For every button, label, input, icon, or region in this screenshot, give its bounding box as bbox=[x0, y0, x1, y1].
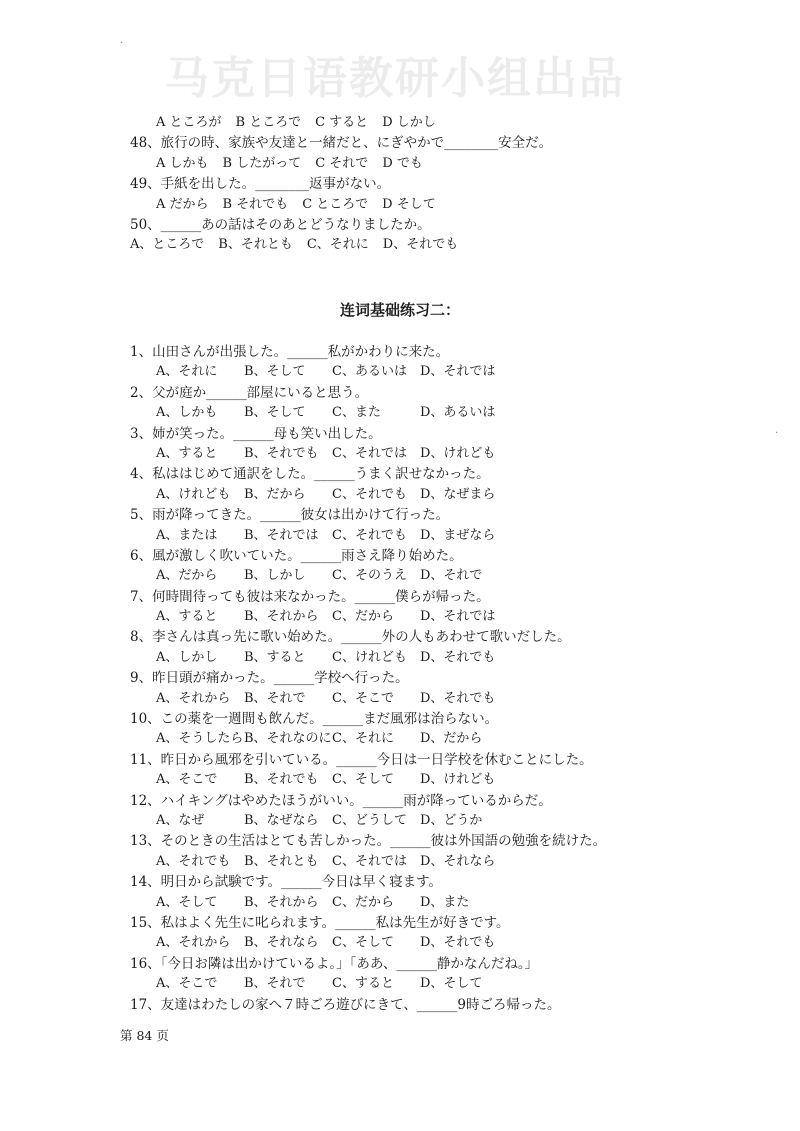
answer-option: B、そして bbox=[244, 405, 306, 421]
question-text: 15、私はよく先生に叱られます。______私は先生が好きです。 bbox=[130, 914, 510, 931]
answer-option: A、しかも bbox=[156, 405, 218, 421]
question-text: 3、姉が笑った。______母も笑い出した。 bbox=[130, 425, 382, 442]
answer-option: C、どうして bbox=[332, 812, 407, 828]
answer-option: D でも bbox=[382, 155, 423, 171]
answer-option: C すると bbox=[315, 115, 369, 130]
answer-options bbox=[130, 893, 770, 913]
answer-options bbox=[130, 974, 770, 994]
answer-option: B、それなのに bbox=[244, 731, 332, 747]
question-text: 13、そのときの生活はとても苦しかった。______彼は外国語の勉強を続けた。 bbox=[130, 833, 607, 850]
answer-option: C、あるいは bbox=[332, 364, 407, 380]
exercise-list bbox=[130, 342, 770, 1015]
question-text: 2、父が庭か______部屋にいると思う。 bbox=[130, 384, 369, 401]
answer-option: C、それでも bbox=[332, 527, 407, 543]
answer-option: D、あるいは bbox=[420, 405, 496, 421]
answer-option: B、すると bbox=[244, 649, 306, 665]
answer-option: C、それでは bbox=[332, 853, 407, 869]
answer-option: A、けれども bbox=[156, 486, 231, 502]
answer-option: A、すると bbox=[156, 609, 218, 625]
answer-option: C、それでも bbox=[332, 486, 407, 502]
page-number: 第 84 页 bbox=[120, 1028, 169, 1043]
answer-option: B、それで bbox=[244, 690, 306, 706]
answer-option: C、だから bbox=[332, 609, 394, 625]
answer-option: D、それでも bbox=[420, 935, 496, 951]
answer-option: C、それに bbox=[332, 731, 394, 747]
question-text: 10、この薬を一週間も飲んだ。______まだ風邪は治らない。 bbox=[130, 711, 499, 728]
answer-option: B、そして bbox=[244, 364, 306, 380]
answer-option: D、また bbox=[420, 894, 470, 910]
answer-option: B、それなら bbox=[244, 935, 319, 951]
answer-option: B、それでも bbox=[244, 445, 319, 461]
answer-options bbox=[130, 113, 770, 133]
answer-option: A、それから bbox=[156, 935, 231, 951]
answer-option: C、それに bbox=[306, 237, 369, 253]
answer-option: B、それとも bbox=[244, 853, 319, 869]
answer-option: C、そこで bbox=[332, 690, 394, 706]
question-text: 12、ハイキングはやめたほうがいい。______雨が降っているからだ。 bbox=[130, 792, 552, 809]
answer-option: B それでも bbox=[222, 196, 289, 212]
answer-option: C ところで bbox=[302, 196, 369, 212]
section-title: 连词基础练习二： bbox=[339, 301, 460, 319]
question-text: 8、李さんは真っ先に歌い始めた。______外の人もあわせて歌いだした。 bbox=[130, 629, 571, 646]
question-text: 16、「今日お隣は出かけているよ。」「ああ、______静かなんだね。」 bbox=[130, 955, 539, 972]
previous-exercises bbox=[130, 113, 770, 256]
answer-option: A ところが bbox=[156, 115, 222, 130]
answer-option: A しかも bbox=[156, 155, 209, 171]
answer-option: C、それでは bbox=[332, 445, 407, 461]
answer-option: C それで bbox=[315, 155, 369, 171]
answer-option: B ところで bbox=[235, 115, 302, 130]
answer-option: A、そうしたら bbox=[156, 731, 244, 747]
answer-option: C、そして bbox=[332, 935, 394, 951]
answer-option: C、そして bbox=[332, 772, 394, 788]
answer-option: C、そのうえ bbox=[332, 568, 407, 584]
answer-options bbox=[130, 235, 770, 255]
answer-option: A、それに bbox=[156, 364, 218, 380]
answer-option: A、ところで bbox=[130, 237, 205, 253]
answer-option: D、けれども bbox=[420, 772, 496, 788]
answer-option: C、すると bbox=[332, 976, 394, 992]
answer-options bbox=[130, 526, 770, 546]
answer-option: B、だから bbox=[244, 486, 306, 502]
answer-option: C、けれども bbox=[332, 649, 407, 665]
answer-option: A、だから bbox=[156, 568, 218, 584]
question-text: 49、手紙を出した。________返事がない。 bbox=[130, 176, 391, 193]
answer-option: B、それでも bbox=[244, 772, 319, 788]
answer-option: B、それから bbox=[244, 894, 319, 910]
answer-option: D、それでも bbox=[420, 649, 496, 665]
answer-option: D、そして bbox=[420, 976, 483, 992]
answer-options bbox=[130, 689, 770, 709]
answer-option: B したがって bbox=[222, 155, 302, 171]
question-text: 17、友達はわたしの家へ７時ごろ遊びにきて、______9時ごろ帰った。 bbox=[130, 996, 561, 1013]
answer-option: D、それでも bbox=[382, 237, 459, 253]
answer-option: A、それから bbox=[156, 690, 231, 706]
question-text: 14、明日から試験です。______今日は早く寝ます。 bbox=[130, 874, 443, 891]
answer-option: A、そこで bbox=[156, 976, 218, 992]
answer-options bbox=[130, 770, 770, 790]
answer-option: D、それでは bbox=[420, 364, 496, 380]
answer-options bbox=[130, 852, 770, 872]
answer-options bbox=[130, 566, 770, 586]
answer-option: B、それとも bbox=[218, 237, 293, 253]
answer-options bbox=[130, 933, 770, 953]
answer-option: A、それでも bbox=[156, 853, 231, 869]
question-text: 7、何時間待っても彼は来なかった。______僕らが帰った。 bbox=[130, 588, 490, 605]
answer-option: B、しかし bbox=[244, 568, 306, 584]
answer-option: B、それでは bbox=[244, 527, 319, 543]
question-text: 50、______あの話はそのあとどうなりましたか。 bbox=[130, 216, 431, 233]
answer-option: D、なぜまら bbox=[420, 486, 496, 502]
scan-mark: · bbox=[120, 38, 124, 49]
answer-option: A だから bbox=[156, 196, 209, 212]
answer-option: A、または bbox=[156, 527, 218, 543]
answer-options bbox=[130, 485, 770, 505]
question-text: 9、昨日頭が痛かった。______学校へ行った。 bbox=[130, 670, 409, 687]
answer-option: C、また bbox=[332, 405, 381, 421]
answer-option: D、だから bbox=[420, 731, 483, 747]
answer-option: B、なぜなら bbox=[244, 812, 319, 828]
answer-option: A、すると bbox=[156, 445, 218, 461]
question-text: 6、風が激しく吹いていた。______雨さえ降り始めた。 bbox=[130, 547, 463, 564]
answer-option: D、どうか bbox=[420, 812, 483, 828]
answer-options bbox=[130, 362, 770, 382]
answer-option: A、しかし bbox=[156, 649, 218, 665]
answer-option: A、そこで bbox=[156, 772, 218, 788]
answer-options bbox=[130, 729, 770, 749]
answer-options bbox=[130, 154, 770, 174]
answer-options bbox=[130, 648, 770, 668]
question-text: 48、旅行の時、家族や友達と一緒だと、にぎやかで________安全だ。 bbox=[130, 135, 553, 152]
answer-option: A、そして bbox=[156, 894, 218, 910]
answer-option: C、だから bbox=[332, 894, 394, 910]
watermark: 马克日语教研小组出品 bbox=[165, 53, 625, 104]
answer-option: D、それで bbox=[420, 568, 483, 584]
answer-options bbox=[130, 811, 770, 831]
answer-option: B、それで bbox=[244, 976, 306, 992]
answer-options bbox=[130, 195, 770, 215]
answer-options bbox=[130, 403, 770, 423]
scan-mark: · bbox=[775, 428, 779, 439]
answer-option: A、なぜ bbox=[156, 812, 205, 828]
answer-option: D、まぜなら bbox=[420, 527, 496, 543]
answer-option: D、それでは bbox=[420, 609, 496, 625]
answer-options bbox=[130, 444, 770, 464]
question-text: 4、私ははじめて通訳をした。______うまく訳せなかった。 bbox=[130, 466, 490, 483]
question-text: 1、山田さんが出張した。______私がかわりに来た。 bbox=[130, 344, 450, 360]
answer-option: D そして bbox=[382, 196, 436, 212]
answer-option: D しかし bbox=[382, 115, 436, 130]
question-text: 5、雨が降ってきた。______彼女は出かけて行った。 bbox=[130, 507, 450, 524]
answer-option: D、それでも bbox=[420, 690, 496, 706]
answer-option: D、それなら bbox=[420, 853, 496, 869]
question-text: 11、昨日から風邪を引いている。______今日は一日学校を休むことにした。 bbox=[130, 751, 593, 768]
answer-options bbox=[130, 607, 770, 627]
answer-option: B、それから bbox=[244, 609, 319, 625]
answer-option: D、けれども bbox=[420, 445, 496, 461]
